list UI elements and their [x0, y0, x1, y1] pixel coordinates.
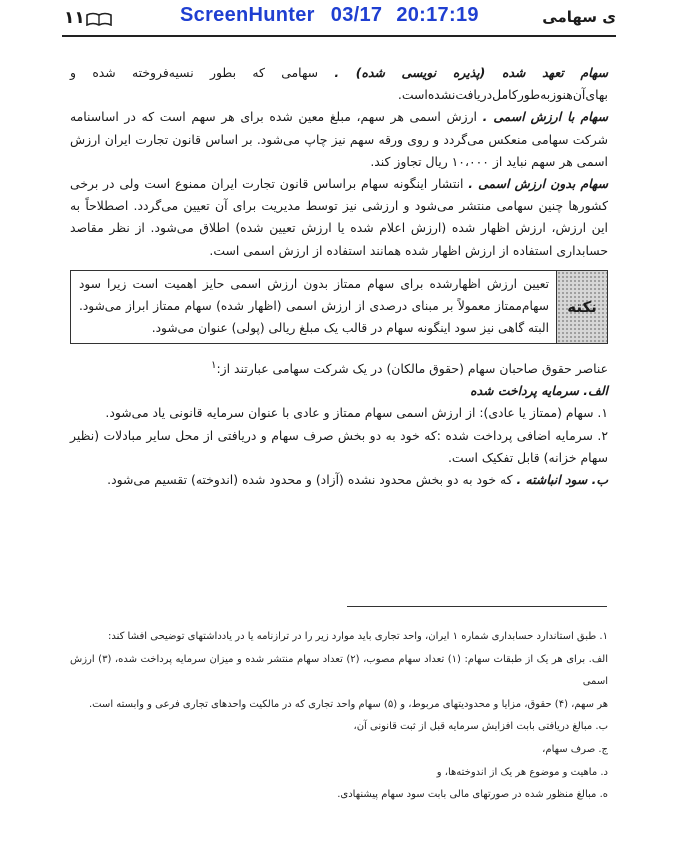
footnote-line: ج. صرف سهام، [542, 743, 608, 755]
footnote-rule [347, 606, 607, 607]
footnote-line: ه. مبالغ منظور شده در صورتهای مالی بابت سود سهام پیشنهادی. [337, 789, 608, 801]
footnote-line: د. ماهیت و موضوع هر یک از اندوخته‌ها، و [436, 766, 608, 778]
running-title: ی سهامی [542, 8, 616, 26]
term-no-par-value: سهام بدون ارزش اسمی . [468, 176, 608, 192]
footnote-line: الف. برای هر یک از طبقات سهام: (۱) تعداد سهام مصوب، (۲) تعداد سهام منتشر شده و میزان سرمایه پرداخت شده، (۳) ارزش اسمی [70, 653, 608, 688]
screenhunter-watermark [180, 4, 479, 30]
page-number: ۱۱ [64, 8, 85, 28]
footnote-mark: ۱ [210, 358, 217, 371]
term-committed-shares: سهام تعهد شده (پذیره نویسی شده) . [334, 65, 608, 80]
footnote-line: هر سهم، (۴) حقوق، مزایا و محدودیتهای مربوط، و (۵) سهام واحد تجاری که در مالکیت واحدهای تجاری فرعی و وابسته است. [88, 698, 608, 710]
note-text: تعیین ارزش اظهارشده برای سهام ممتاز بدون ارزش اسمی حایز اهمیت است زیرا سود سهام‌ممتاز معمولاً بر مبنای درصدی از ارزش اسمی (اظهار شده) سهام ممتاز ابراز می‌شود. البته گاهی نیز سود اینگونه سهام در قالب یک مبلغ ریالی (پولی) عنوان می‌شود. [79, 276, 549, 335]
list-item-shares: ۱. سهام (ممتاز یا عادی): از ارزش اسمی سهام ممتاز و عادی با عنوان سرمایه قانونی یاد می‌شود. [105, 405, 608, 421]
list-item-additional-capital: ۲. سرمایه اضافی پرداخت شده :که خود به دو بخش صرف سهام و دریافتی از محل سایر مبادلات (نظیر سهام خزانه) قابل تفکیک است. [70, 427, 608, 465]
watermark-app: ScreenHunter [180, 4, 315, 26]
section-retained-earnings [70, 469, 608, 491]
main-text [70, 62, 608, 491]
book-icon [86, 12, 112, 26]
note-label: نکته [556, 271, 607, 343]
watermark-time: 20:17:19 [396, 4, 479, 26]
paragraph-committed-shares [70, 62, 608, 106]
note-box [70, 270, 608, 344]
footnote-line: ب. مبالغ دریافتی بابت افزایش سرمایه قبل از ثبت قانونی آن، [353, 721, 608, 733]
term-par-value: سهام با ارزش اسمی . [482, 109, 609, 125]
footnotes [70, 626, 608, 807]
section-paid-in-capital: الف. سرمایه پرداخت شده [470, 383, 608, 399]
watermark-date: 03/17 [330, 4, 383, 26]
term-retained-earnings: ب. سود انباشته . [516, 471, 608, 487]
footnote-line: ۱. طبق استاندارد حسابداری شماره ۱ ایران، واحد تجاری باید موارد زیر را در ترازنامه یا در یادداشتهای توضیحی افشا کند: [107, 631, 608, 642]
paragraph-no-par-value [70, 173, 608, 262]
header-rule [62, 35, 616, 37]
paragraph-par-value [70, 106, 608, 173]
equity-intro-text: عناصر حقوق صاحبان سهام (حقوق مالکان) در یک شرکت سهامی عبارتند از: [216, 360, 608, 376]
equity-intro [70, 354, 608, 380]
paragraph-text: انتشار اینگونه سهام براساس قانون تجارت ایران ممنوع است ولی در برخی کشورها چنین سهامی منتشر می‌شود و ارزشی نیز توسط مدیریت برای آن تعیین می‌گردد. اصطلاحاً به این ارزش، ارزش اظهار شده (ارزش اعلام شده یا ارزش تعیین شده) اطلاق می‌شود. از نظر مقاصد حسابداری استفاده از ارزش اظهار شده همانند استفاده از ارزش اسمی است. [70, 176, 608, 258]
paragraph-text: سهامی که بطور نسیه‌فروخته شده و بهای‌آن‌هنوز‌به‌طورکامل‌دریافت‌نشده‌است. [70, 65, 608, 103]
paragraph-text: که خود به دو بخش محدود نشده (آزاد) و محدود شده (اندوخته) تقسیم می‌شود. [107, 471, 517, 487]
paragraph-text: ارزش اسمی هر سهم، مبلغ معین شده برای هر سهم است که در اساسنامه شرکت سهامی منعکس می‌گردد و روی ورقه سهم نیز چاپ می‌شود. بر اساس قانون تجارت ایران ارزش اسمی هر سهم نباید از ۱۰،۰۰۰ ریال تجاوز کند. [70, 109, 608, 169]
